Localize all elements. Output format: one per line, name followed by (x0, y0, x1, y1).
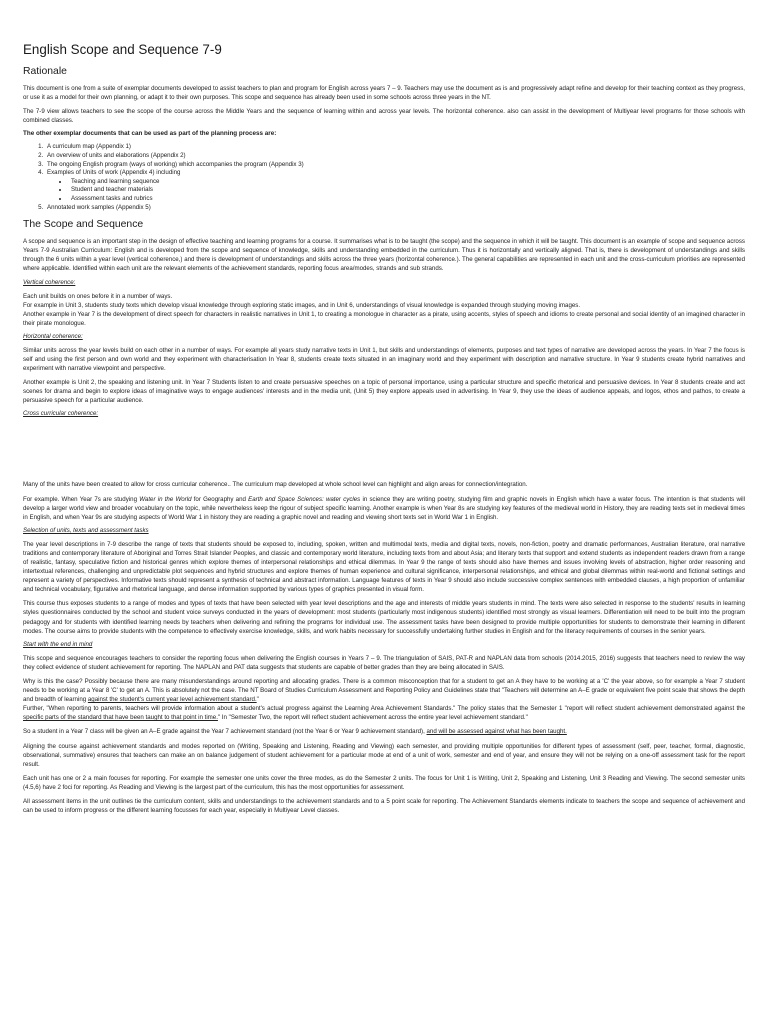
other-docs-heading: The other exemplar documents that can be used as part of the planning process are: (23, 130, 277, 138)
start-with-end-label: Start with the end in mind (23, 640, 93, 648)
rationale-heading: Rationale (23, 66, 67, 77)
scope-heading: The Scope and Sequence (23, 219, 144, 231)
blank-space (23, 423, 745, 480)
vertical-coherence-label: Vertical coherence: (23, 278, 76, 286)
start-paragraph-1: This scope and sequence encourages teachers to consider the reporting focus when delivering the English courses in Years 7 – 9. The triangulation of SAIS, PAT-R and NAPLAN data from schools (2014.2015, 2016) suggests that teachers need to review the way they collect evidence of student achievement for reporting. The NAPLAN and PAT data suggests that students are capable of better grades than they are being allocated in SAIS. (23, 654, 745, 671)
start-paragraph-2: Why is this the case? Possibly because there are many misunderstandings around reporting and allocating grades. There is a common misconception that for a student to get an A they have to be working at a 'C' the year above, so for example a Year 7 student needs to be working at a Year 8 'C' to get an A. This is absolutely not the case. The NT Board of Studies Curriculum Assessment and Reporting Policy and Guidelines state that "Teachers will determine an A–E grade or equivalent five point scale that shows the depth and breadth of learning against the student's current year level achievement standard." Further, "When reporting to parents, teachers will provide information about a student's actual progress against the Learning Area Achievement Standards." The policy states that the Semester 1 "report will reflect student achievement demonstrated against the specific parts of the standard that have been taught to that point in time." In "Semester Two, the report will reflect student achievement across the entire year level achievement standard." (23, 677, 745, 722)
units-of-work-sublist (47, 178, 745, 204)
list-item: 2. An overview of units and elaborations (Appendix 2) (45, 152, 745, 161)
vertical-paragraph-3: Another example in Year 7 is the development of direct speech for characters in realistic narratives in Unit 1, to creating a monologue in character as a pirate, using accents, styles of speech and idioms to create personal and social identity of an imagined character in their pirate monologue. (23, 310, 745, 327)
sublist-item: • Assessment tasks and rubrics (69, 195, 745, 204)
start-paragraph-6: All assessment items in the unit outlines tie the curriculum content, skills and understandings to the achievement standards and to a 5 point scale for reporting. The Achievement Standards elements indicate to teachers the scope and sequence of achievement and can be used to inform progress or the different learning focusses for each year, especially in Multiyear Level classes. (23, 797, 745, 815)
vertical-paragraph-2: For example in Unit 3, students study texts which develop visual knowledge through exploring static images, and in Unit 6, understandings of visual knowledge is expanded through studying moving images. (23, 301, 581, 309)
sublist-item: • Student and teacher materials (69, 186, 745, 195)
scope-paragraph: A scope and sequence is an important step in the design of effective teaching and learning programs for a course. It summarises what is to be taught (the scope) and the sequence in which it will be taught. This document is an example of scope and sequence across Years 7-9 Australian Curriculum: English and is developed from the scope and sequence of knowledge, skills and understanding embedded in the curriculum. Thus it is horizontally and vertically aligned. That is, there is development of understandings and skills through the 6 units within a year level (vertical coherence,) and there is development of understandings and skills across the three years (horizontal coherence.). The general capabilities are represented in each unit and the cross-curriculum priorities are represented where applicable. Identified within each unit are the relevant elements of the achievement standards, reporting focus area/modes, strands and sub strands. (23, 238, 745, 273)
page-title: English Scope and Sequence 7-9 (23, 42, 222, 57)
list-item (45, 169, 745, 203)
rationale-paragraph-1: This document is one from a suite of exemplar documents developed to assist teachers to plan and program for English across years 7 – 9. Teachers may use the document as is and progressively adapt refine and develop for their teaching context as they progress, or use it as a model for their own planning, or adapt it to their own purposes. This scope and sequence has already been used in some schools across three years in the NT. (23, 85, 745, 102)
exemplar-documents-list (23, 143, 745, 212)
sublist-item: • Teaching and learning sequence (69, 178, 745, 187)
horizontal-coherence-label: Horizontal coherence: (23, 332, 83, 340)
rationale-paragraph-2: The 7-9 view allows teachers to see the scope of the course across the Middle Years and the sequence of learning within and across year levels. The horizontal coherence. also can assist in the development of Multiyear level programs for those schools with combined classes. (23, 108, 745, 125)
list-item: 3. The ongoing English program (ways of working) which accompanies the program (Appendix 3) (45, 161, 745, 170)
list-item-text: Examples of Units of work (Appendix 4) including (47, 169, 181, 177)
selection-paragraph-2: This course thus exposes students to a range of modes and types of texts that have been selected with year level descriptions and the age and interests of middle years students in mind. The texts were also selected in response to the students' results in learning styles questionnaires conducted by the school and student voice surveys conducted in the years of development: most students (particularly most indigenous students) identified most strongly as visual learners. Differentiation will need to be built into the program pedagogy and for students with identified learning needs by teachers when delivering and refining the programs for individual use. The assessment tasks have been designed to provide multiple opportunities for students to demonstrate their learning in different modes. The course aims to provide students with the competence to effectively exercise knowledge, skills, and work habits necessary for successfully undertaking further studies in English and for the literacy requirements of courses in the senior years. (23, 600, 745, 635)
document-page (23, 42, 745, 820)
cross-curricular-label: Cross curricular coherence: (23, 410, 99, 418)
horizontal-paragraph-1: Similar units across the year levels build on each other in a number of ways. For example all years study narrative texts in Unit 1, but skills and understandings of elements, purposes and text types of narrative are developed across the years. In Year 7 the focus is self and using the first person and own world and they experiment with characterisation In Year 8, students create texts situated in an imaginary world and they experiment with description and narrative structure. In Year 9 students create hybrid narratives and experiment with narrative viewpoint and perspective. (23, 346, 745, 373)
horizontal-paragraph-2: Another example is Unit 2, the speaking and listening unit. In Year 7 Students listen to and create persuasive speeches on a topic of personal importance, using a particular structure and specific rhetorical and persuasive devices. In Year 8 students create and act scenes for drama and begin to explore ideas of imaginative ways to engage audiences' interests and in the media unit, (Unit 5) they explore appeals used in advertising. In Year 9, they use the ideas of audience appeals, and logos, ethos and pathos, to create a persuasive speech for a particular audience. (23, 379, 745, 405)
selection-label: Selection of units, texts and assessment tasks (23, 526, 149, 534)
start-paragraph-3: So a student in a Year 7 class will be given an A–E grade against the Year 7 achievement standard (not the Year 6 or Year 9 achievement standard), and will be assessed against what has been taught. (23, 728, 567, 736)
vertical-paragraph-1: Each unit builds on ones before it in a number of ways. (23, 292, 173, 300)
start-paragraph-4: Aligning the course against achievement standards and modes reported on (Writing, Speaking and Listening, Reading and Viewing) each semester, and providing multiple opportunities for different types of assessment (self, peer, teacher, formal, diagnostic, observational, summative) ensures that teachers can make an on balance judgement of student achievement for a particular mode at end of a unit of work, semester and end of year, and ensure they will not be relying on a one-off assessment task for the report result. (23, 742, 745, 768)
start-paragraph-5: Each unit has one or 2 a main focuses for reporting. For example the semester one units cover the three modes, as do the Semester 2 units. The focus for Unit 1 is Writing, Unit 2, Speaking and Listening, Unit 3 Reading and Viewing. The second semester units (4.5,6) have 2 foci for reporting. As Reading and Viewing is the largest part of the curriculum, this has the most opportunities for assessment. (23, 774, 745, 791)
cross-paragraph-2: For example. When Year 7s are studying Water in the World for Geography and Earth and Space Sciences: water cycles in science they are writing poetry, studying film and graphic novels in English which have a water focus. The intention is that students will develop a larger world view and broader vocabulary on the topic, while nevertheless keep the rigour of subject specific learning. Another example is when Year 8s are studying key features of the medieval world in History, they are reading texts set in medieval times in English, and when Year 9s are studying aspects of World War 1 in history they are reading a graphic novel and reading and viewing short texts set in World War 1 in English. (23, 495, 745, 521)
list-item: 1. A curriculum map (Appendix 1) (45, 143, 745, 152)
selection-paragraph-1: The year level descriptions in 7-9 describe the range of texts that students should be exposed to, including, spoken, written and multimodal texts, media and digital texts, novels, non-fiction, poetry and dramatic performances, Australian literature, oral narrative traditions and contemporary literature of Aboriginal and Torres Strait Islander Peoples, and classic and contemporary world literature, including texts from and about Asia; and literary texts that support and extend students as independent readers drawn from a range of realistic, fantasy, speculative fiction and historical genres which explore themes of interpersonal relationships and ethical dilemmas. In Year 9 the range of texts should also have themes and issues involving levels of abstraction, higher order reasoning and intertextual references, challenging and unpredictable plot sequences and hybrid structures and explore themes of human experience and cultural significance, interpersonal relationships, and ethical and global dilemmas within real-world and fictional settings and represent a variety of perspectives. Informative texts should represent a synthesis of technical and abstract information. Language features of texts in Year 9 should also include successive complex sentences with embedded clauses, a high proportion of unfamiliar and technical vocabulary, figurative and rhetorical language, and dense information supported by various types of graphics presented in visual form. (23, 540, 745, 594)
cross-paragraph-1: Many of the units have been created to allow for cross curricular coherence.. The curriculum map developed at whole school level can highlight and align areas for connection/integration. (23, 481, 528, 489)
list-item: 5. Annotated work samples (Appendix 5) (45, 204, 745, 213)
